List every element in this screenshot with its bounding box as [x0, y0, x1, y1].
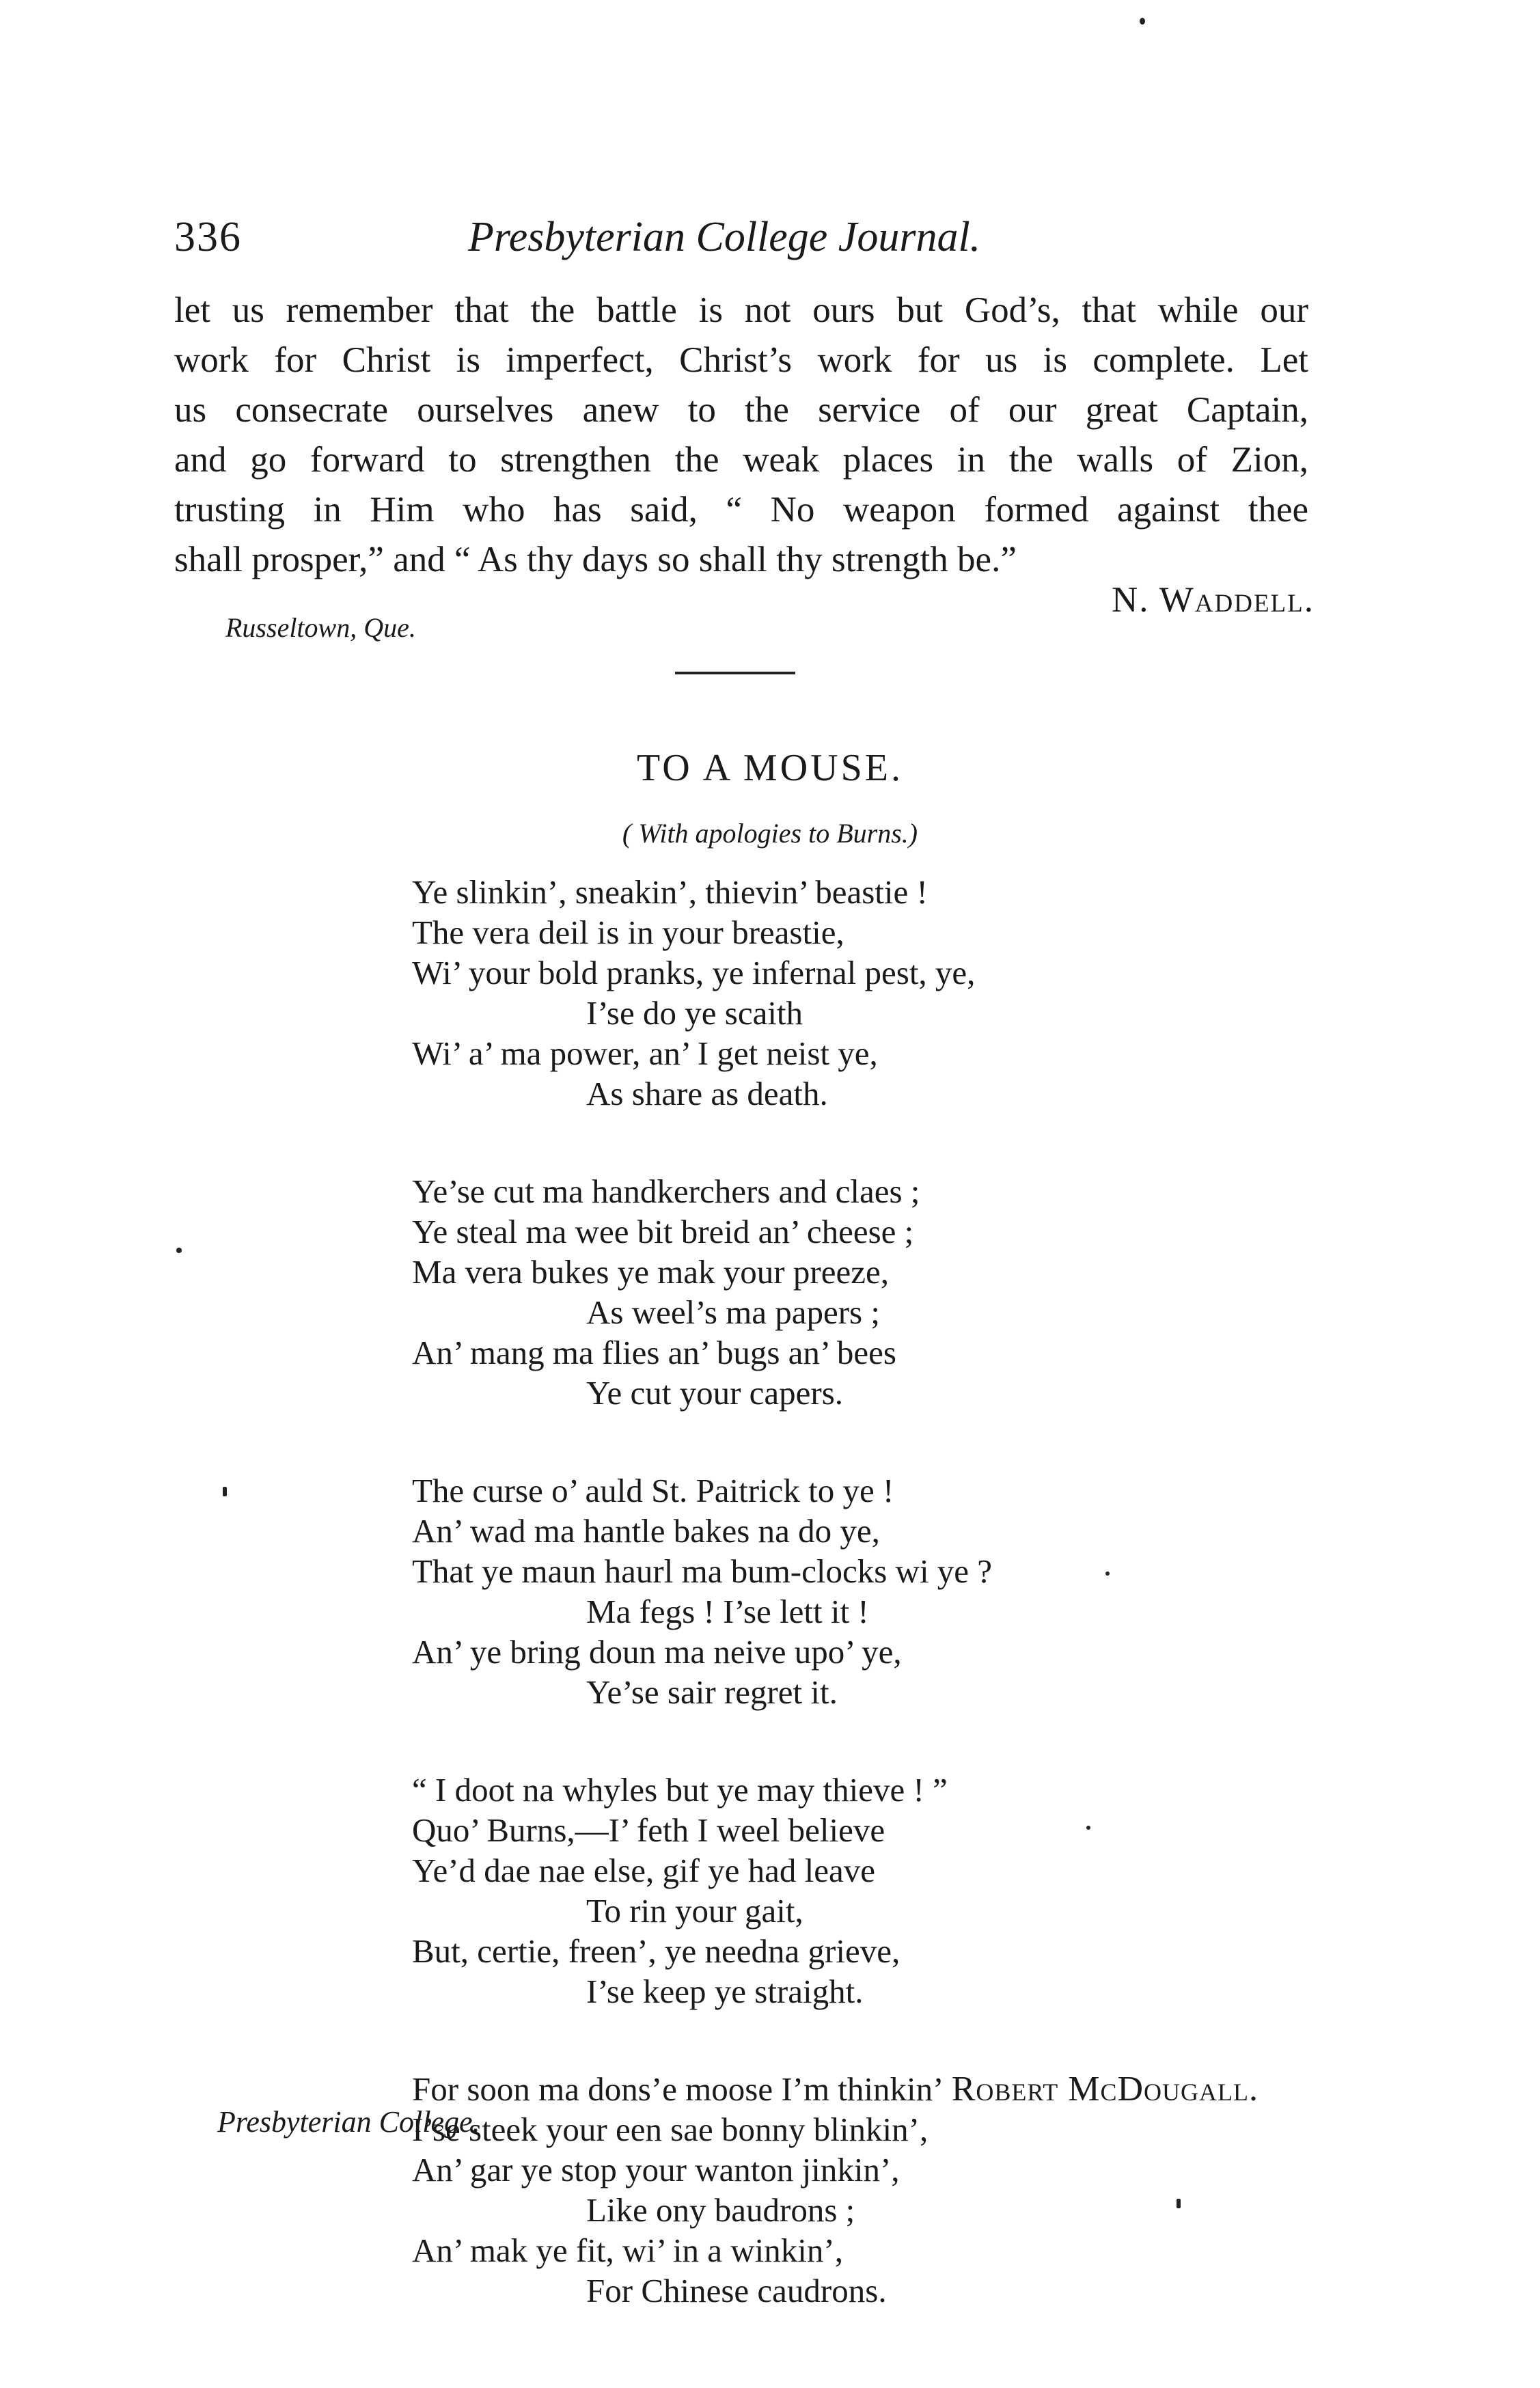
- verse-line: For soon ma dons’e moose I’m thinkin’: [412, 2070, 944, 2108]
- scan-speck: [1086, 1826, 1090, 1830]
- verse-line: As weel’s ma papers ;: [586, 1293, 880, 1331]
- verse-line: An’ wad ma hantle bakes na do ye,: [412, 1512, 880, 1550]
- verse-line: An’ mang ma flies an’ bugs an’ bees: [412, 1334, 896, 1371]
- verse-line: “ I doot na whyles but ye may thieve ! ”: [412, 1771, 948, 1809]
- stanza: [412, 1770, 1177, 2012]
- verse-line: Ye steal ma wee bit breid an’ cheese ;: [412, 1213, 914, 1250]
- verse-line: To rin your gait,: [586, 1892, 803, 1930]
- verse-line: Quo’ Burns,—I’ feth I weel believe: [412, 1811, 885, 1849]
- verse-line: Ye’se cut ma handkerchers and claes ;: [412, 1172, 920, 1210]
- verse-line: Ye cut your capers.: [586, 1374, 844, 1412]
- scan-speck: [176, 1248, 182, 1253]
- verse-line: As share as death.: [586, 1075, 828, 1112]
- verse-line: For Chinese caudrons.: [586, 2272, 887, 2309]
- prose-paragraph: [174, 286, 1308, 585]
- verse-line: Ma fegs ! I’se lett it !: [586, 1593, 869, 1630]
- verse-line: Ye slinkin’, sneakin’, thievin’ beastie !: [412, 873, 928, 911]
- stanza: [412, 1470, 1177, 1712]
- scan-speck: [1177, 2199, 1181, 2208]
- prose-line: trusting in Him who has said, “ No weapon formed against thee: [174, 490, 1308, 530]
- prose-line: let us remember that the battle is not ours but God’s, that while our: [174, 290, 1308, 330]
- verse-line: The vera deil is in your breastie,: [412, 914, 844, 951]
- page-header: [174, 213, 1336, 275]
- prose-line: work for Christ is imperfect, Christ’s work for us is complete. Let: [174, 340, 1308, 380]
- verse-line: An’ mak ye fit, wi’ in a winkin’,: [412, 2232, 843, 2269]
- poem-body: [412, 872, 1177, 2368]
- verse-line: Ye’se sair regret it.: [586, 1673, 838, 1711]
- verse-line: Wi’ a’ ma power, an’ I get neist ye,: [412, 1034, 878, 1072]
- verse-line: The curse o’ auld St. Paitrick to ye !: [412, 1472, 894, 1509]
- poet-location: Presbyterian College.: [217, 2105, 480, 2139]
- verse-line: But, certie, freen’, ye needna grieve,: [412, 1932, 900, 1970]
- scan-speck: [1105, 1572, 1110, 1576]
- verse-line: I’se steek your een sae bonny blinkin’,: [412, 2111, 929, 2148]
- scan-speck: [1140, 18, 1145, 25]
- prose-line: shall prosper,” and “ As thy days so shall thy strength be.”: [174, 540, 1017, 579]
- scan-speck: [223, 1487, 227, 1496]
- stanza: [412, 872, 1177, 1114]
- poem-title: TO A MOUSE.: [637, 747, 903, 789]
- verse-line: Ye’d dae nae else, gif ye had leave: [412, 1852, 876, 1889]
- verse-line: That ye maun haurl ma bum-clocks wi ye ?: [412, 1552, 993, 1590]
- verse-line: I’se keep ye straight.: [586, 1973, 864, 2010]
- verse-line: I’se do ye scaith: [586, 994, 803, 1032]
- author-signature: N. Waddell.: [1111, 580, 1315, 620]
- verse-line: Like ony baudrons ;: [586, 2191, 855, 2229]
- prose-line: us consecrate ourselves anew to the service of our great Captain,: [174, 390, 1308, 430]
- verse-line: Wi’ your bold pranks, ye infernal pest, ye,: [412, 954, 976, 991]
- stanza: [412, 1171, 1177, 1413]
- page-number: 336: [174, 214, 242, 260]
- poem-subtitle: ( With apologies to Burns.): [622, 818, 918, 849]
- poet-signature: Robert McDougall.: [951, 2070, 1259, 2109]
- author-location: Russeltown, Que.: [225, 612, 416, 643]
- running-title: Presbyterian College Journal.: [468, 214, 981, 260]
- prose-line: and go forward to strengthen the weak places in the walls of Zion,: [174, 440, 1308, 480]
- verse-line: An’ ye bring doun ma neive upo’ ye,: [412, 1633, 902, 1671]
- section-divider: [675, 672, 795, 674]
- verse-line: An’ gar ye stop your wanton jinkin’,: [412, 2151, 900, 2188]
- verse-line: Ma vera bukes ye mak your preeze,: [412, 1253, 889, 1291]
